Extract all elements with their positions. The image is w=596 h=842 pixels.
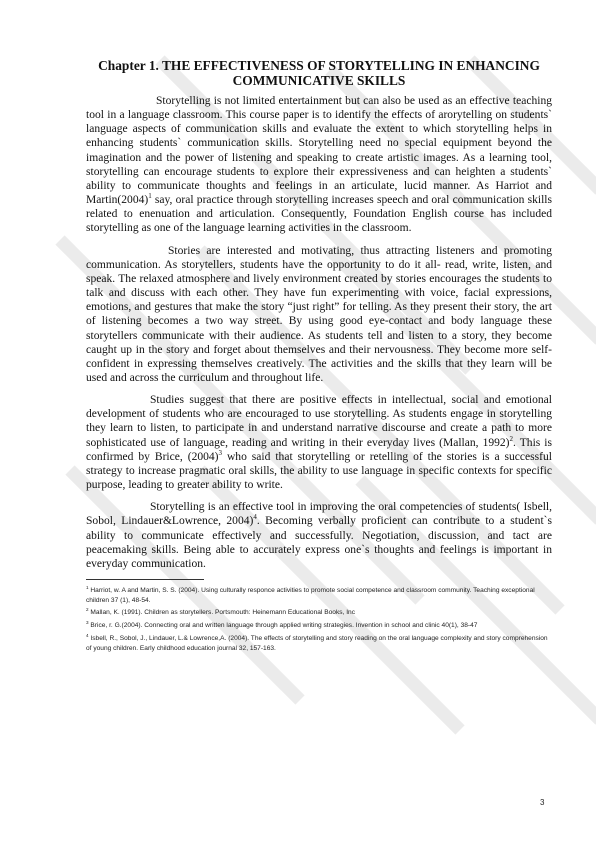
footnote — [86, 583, 552, 605]
footnote-number: 3 — [86, 620, 89, 626]
footnote-marker: 1 — [148, 192, 152, 201]
footnote-text: Brice, r. G.(2004). Connecting oral and written language through applied writing strategies. Invention in school and clinic 40(1), 38-47 — [88, 622, 478, 630]
page-number: 3 — [540, 798, 545, 807]
footnote-number: 4 — [86, 632, 89, 638]
footnote-number: 1 — [86, 585, 89, 590]
paragraph-text: Storytelling is an effective tool in improving the oral competencies of students( Isbell, Sobol, Lindauer&Lowrence, 2004) — [86, 501, 552, 528]
paragraph-text: . This is confirmed by Brice, (2004) — [86, 436, 553, 463]
paragraph-text: Storytelling is not limited entertainment but can also be used as an effective teaching tool in a language classroom. This course paper is to identify the effects of arorytelling on students` language aspects of communication skills and evaluate the extent to which storytelling helps in enhancing students` communication skills. Storytelling need no special equipment beyond the imagination and the power of listening and speaking to create artistic images. As a learning tool, storytelling can encourage students to explore their expressiveness and can heighten a students` ability to communicate thoughts and feelings in an articulate, lucid manner. As Harriot and Martin(2004) — [86, 95, 552, 207]
body-paragraph — [86, 500, 552, 571]
body-paragraph — [86, 244, 552, 386]
paragraph-text: Stories are interested and motivating, thus attracting listeners and promoting communication. As storytellers, students have the opportunity to do it all- read, write, listen, and speak. The relaxed atmosphere and lively environment created by stories encourages the students to talk and discuss with each other. They have fun experimenting with voice, facial expressions, emotions, and gestures that make the story “just right” for telling. As they present their story, the art of listening becomes a two way street. By using good eye-contact and body language these storytellers communicate with their audience. As students tell and listen to a story, they become caught up in the story and forget about themselves and their nervousness. They become more self-confident in expressing themselves creatively. The activities and the skills that they learn will be used and across the curriculum and throughout life. — [86, 244, 552, 384]
paragraph-list — [86, 94, 552, 571]
footnote-marker: 2 — [509, 434, 514, 443]
footnote-number: 2 — [86, 607, 89, 613]
footnote — [86, 605, 552, 618]
paragraph-text: say, oral practice through storytelling increases speech and oral communication skills related to enenuation and articulation. Consequently, Foundation English course has included storytelling as one of the language learning activities in the classroom. — [86, 194, 552, 235]
paragraph-text: . Becoming verbally proficient can contribute to a student`s ability to communicate effectively and successfully. Negotiation, discussion, and tact are peacemaking skills. Being able to accurately express one`s thoughts and feelings is important in everyday communication. — [86, 515, 552, 570]
chapter-title: Chapter 1. THE EFFECTIVENESS OF STORYTELLING IN ENHANCING COMMUNICATIVE SKILLS — [98, 58, 540, 88]
footnote-text: Harriot, w. A and Martin, S. S. (2004). Using culturally responce activities to promote social competence and classroom community. Teaching exceptional children 37 (1), 48-54. — [86, 587, 535, 604]
footnote-list — [86, 583, 552, 653]
footnote-marker: 3 — [218, 448, 223, 457]
footnote-marker: 4 — [253, 513, 257, 522]
body-paragraph — [86, 94, 552, 236]
footnote — [86, 618, 552, 631]
footnote — [86, 631, 552, 653]
footnote-separator — [86, 579, 204, 580]
footnote-text: Isbell, R., Sobol, J., Lindauer, L.& Lowrence,A. (2004). The effects of storytelling and story reading on the oral language complexity and story comprehension of young children. Early childhood education journal 32, 157-163. — [86, 635, 548, 652]
paragraph-text: who said that storytelling or retelling of the stories is a successful strategy to increase pragmatic oral skills, the ability to use language in specific contexts for specific purpose, leading to greater ability to write. — [86, 450, 552, 492]
paragraph-text: Studies suggest that there are positive effects in intellectual, social and emotional development of students who are encouraged to use storytelling. As students engage in storytelling they learn to listen, to participate in and understand narrative discourse and create a path to more sophisticated use of language, reading and writing in their everyday lives (Mallan, 1992) — [86, 394, 552, 449]
body-paragraph — [86, 393, 552, 492]
footnote-text: Mallan, K. (1991). Children as storytellers. Portsmouth: Heinemann Educational Books, Inc — [88, 609, 356, 617]
document-body — [86, 58, 552, 653]
